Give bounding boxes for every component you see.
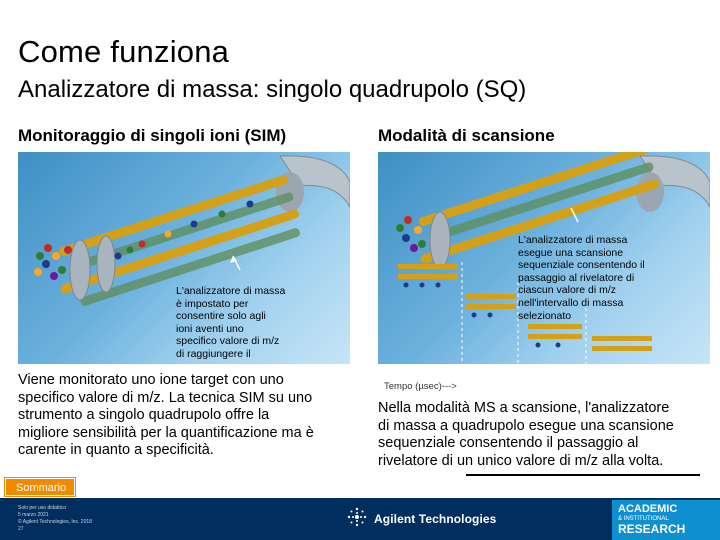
agilent-spark-icon [346,506,368,533]
callout-line: ioni aventi uno [176,322,244,335]
callout-line: specifico valore di m/z [176,335,280,348]
callout-line: ciascun valore di m/z [518,284,617,297]
description-line: Nella modalità MS a scansione, l'analizzatore [378,400,670,416]
sim-callout [176,285,326,361]
program-line: & INSTITUTIONAL [618,516,669,522]
callout-line: è impostato per [176,297,249,310]
agilent-brand-name: Agilent Technologies [374,512,497,526]
scan-callout [518,234,668,322]
description-line: specifico valore di m/z. La tecnica SIM su uno [18,389,313,406]
description-line: carente in quanto a specificità. [18,442,214,458]
description-line: strumento a singolo quadrupolo offre la [18,407,270,423]
slide-title: Come funziona [18,34,230,69]
sim-description [18,372,358,460]
program-line: RESEARCH [618,522,686,536]
description-line: di massa a quadrupolo esegue una scansione [378,417,674,434]
scan-heading: Modalità di scansione [378,126,555,145]
time-axis-label: Tempo (µsec)---> [384,381,457,392]
footer-note: 27 [18,526,24,532]
emphasis-underline [466,474,700,476]
footer-note: Solo per uso didattico [18,505,67,511]
description-line: migliore sensibilità per la quantificazione ma è [18,424,314,441]
callout-line: selezionato [518,309,572,322]
callout-line: passaggio al rivelatore di [518,271,635,284]
callout-line: L'analizzatore di massa [176,285,286,297]
academic-research-logo [612,500,720,540]
footer-note: © Agilent Technologies, Inc. 2018 [18,519,92,525]
agilent-logo [346,506,496,532]
footer-notes [18,505,92,533]
callout-line: esegue una scansione [518,246,624,259]
description-line: rivelatore di un unico valore di m/z alla volta. [378,452,664,469]
scan-description [378,400,713,470]
scan-quadrupole-illustration [378,152,710,364]
program-line: ACADEMIC [618,503,678,515]
sim-quadrupole-illustration [18,152,350,364]
sim-heading: Monitoraggio di singoli ioni (SIM) [18,126,287,145]
callout-line: nell'intervallo di massa [518,296,624,309]
sommario-button[interactable]: Sommario [5,478,75,496]
callout-line: consentire solo agli [176,310,266,323]
callout-line: L'analizzatore di massa [518,234,628,246]
footer-note: 5 marzo 2021 [18,512,49,518]
description-line: sequenziale consentendo il passaggio al [378,435,639,451]
description-line: Viene monitorato uno ione target con uno [18,372,284,388]
callout-line: di raggiungere il [176,347,251,360]
callout-line: sequenziale consentendo il [518,259,645,272]
slide-subtitle: Analizzatore di massa: singolo quadrupolo (SQ) [18,76,527,103]
